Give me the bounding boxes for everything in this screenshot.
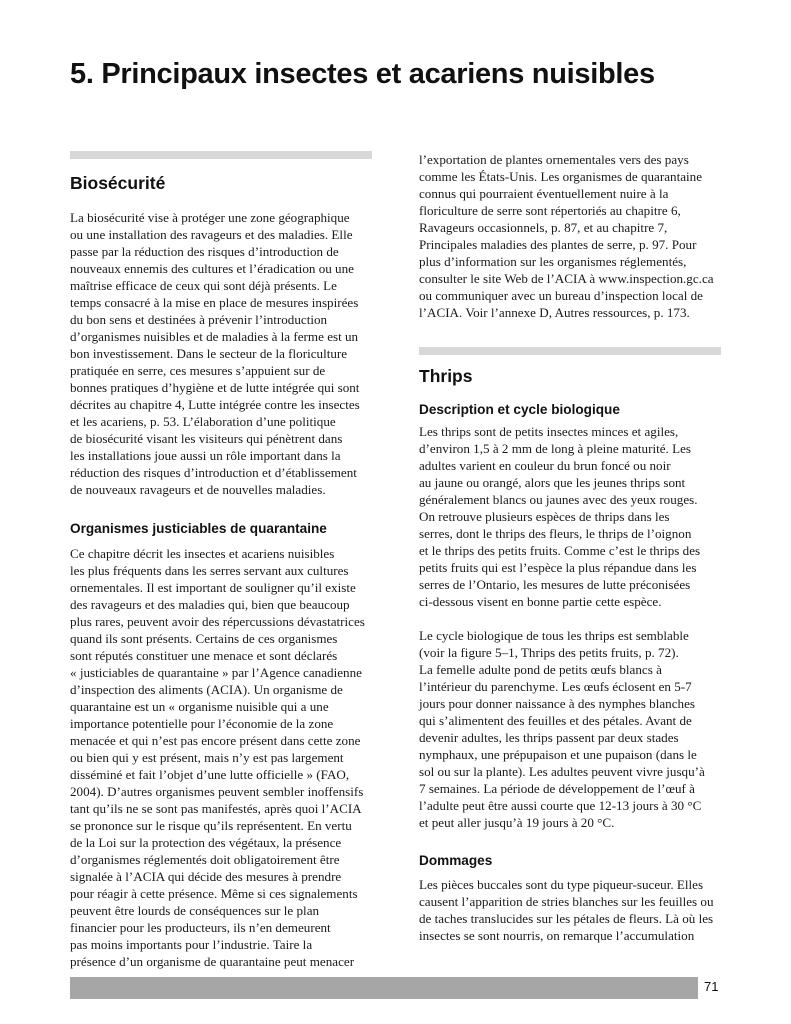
- text-line: se prononce sur le risque qu’ils représentent. En vertu: [70, 818, 352, 833]
- text-line: du bon sens et destinées à prévenir l’introduction: [70, 312, 328, 327]
- text-line: et les acariens, p. 53. L’élaboration d’une politique: [70, 414, 336, 429]
- text-line: décrites au chapitre 4, Lutte intégrée contre les insectes: [70, 397, 360, 412]
- life-cycle-paragraph: [419, 627, 721, 831]
- text-line: et le thrips des petits fruits. Comme c’est le thrips des: [419, 543, 701, 558]
- text-line: d’environ 1,5 à 2 mm de long à pleine maturité. Les: [419, 441, 691, 456]
- text-line: présence d’un organisme de quarantaine peut menacer: [70, 954, 355, 969]
- text-line: La biosécurité vise à protéger une zone géographique: [70, 210, 350, 225]
- text-line: d’organismes nuisibles et de maladies à la ferme est un: [70, 329, 359, 344]
- text-line: jours pour donner naissance à des nymphes blanches: [419, 696, 695, 711]
- text-line: et peut aller jusqu’à 19 jours à 20 °C.: [419, 815, 615, 830]
- text-line: causent l’apparition de stries blanches sur les feuilles ou: [419, 894, 714, 909]
- text-line: maîtrise efficace de ceux qui sont déjà présents. Le: [70, 278, 337, 293]
- text-line: ornementales. Il est important de souligner qu’il existe: [70, 580, 356, 595]
- text-line: floriculture de serre sont répertoriés au chapitre 6,: [419, 203, 681, 218]
- footer-bar: [70, 977, 698, 999]
- text-line: disséminé et fait l’objet d’une lutte officielle » (FAO,: [70, 767, 350, 782]
- damage-paragraph: [419, 876, 721, 944]
- text-line: ou bien qui y est présent, mais n’y est pas largement: [70, 750, 344, 765]
- text-line: serres, dont le thrips des fleurs, le thrips de l’oignon: [419, 526, 692, 541]
- quarantine-paragraph: [70, 545, 372, 970]
- text-line: adultes varient en couleur du brun foncé ou noir: [419, 458, 671, 473]
- text-line: sont réputés constituer une menace et sont déclarés: [70, 648, 338, 663]
- text-line: « justiciables de quarantaine » par l’Agence canadienne: [70, 665, 362, 680]
- text-line: consulter le site Web de l’ACIA à www.inspection.gc.ca: [419, 271, 714, 286]
- section-heading-thrips: Thrips: [419, 366, 473, 386]
- text-line: de biosécurité visant les visiteurs qui pénètrent dans: [70, 431, 343, 446]
- text-line: Le cycle biologique de tous les thrips est semblable: [419, 628, 689, 643]
- subheading-damage: Dommages: [419, 853, 493, 868]
- text-line: nymphaux, une prépupaison et une pupaison (dans le: [419, 747, 697, 762]
- text-line: bon investissement. Dans le secteur de la floriculture: [70, 346, 348, 361]
- text-line: importance potentielle pour l’économie de la zone: [70, 716, 334, 731]
- text-line: plus d’information sur les organismes réglementés,: [419, 254, 687, 269]
- text-line: 7 semaines. La période de développement de l’œuf à: [419, 781, 695, 796]
- subheading-quarantine: Organismes justiciables de quarantaine: [70, 521, 327, 536]
- text-line: d’inspection des aliments (ACIA). Un organisme de: [70, 682, 343, 697]
- text-line: ou communiquer avec un bureau d’inspection local de: [419, 288, 703, 303]
- page-title: 5. Principaux insectes et acariens nuisibles: [70, 58, 655, 90]
- text-line: temps consacré à la mise en place de mesures inspirées: [70, 295, 359, 310]
- text-line: d’organismes réglementés doit obligatoirement être: [70, 852, 340, 867]
- text-line: nouveaux ennemis des cultures et l’éradication ou une: [70, 261, 354, 276]
- section-rule: [419, 347, 721, 355]
- text-line: La femelle adulte pond de petits œufs blancs à: [419, 662, 662, 677]
- text-line: de taches translucides sur les pétales de fleurs. Là où les: [419, 911, 714, 926]
- text-line: des ravageurs et des maladies qui, bien que beaucoup: [70, 597, 350, 612]
- right-column: [419, 151, 721, 944]
- text-line: de la Loi sur la protection des végétaux, la présence: [70, 835, 342, 850]
- text-line: sol ou sur la plante). Les adultes peuvent vivre jusqu’à: [419, 764, 705, 779]
- text-line: menacée et qui n’est pas encore présent dans cette zone: [70, 733, 361, 748]
- text-line: pour réagir à cette présence. Même si ces signalements: [70, 886, 358, 901]
- text-line: au jaune ou orangé, alors que les jeunes thrips sont: [419, 475, 686, 490]
- text-line: devenir adultes, les thrips passent par deux stades: [419, 730, 679, 745]
- section-rule: [70, 151, 372, 159]
- text-line: Les pièces buccales sont du type piqueur-suceur. Elles: [419, 877, 704, 892]
- text-line: Ce chapitre décrit les insectes et acariens nuisibles: [70, 546, 335, 561]
- text-line: petits fruits qui est l’espèce la plus répandue dans les: [419, 560, 697, 575]
- text-line: l’ACIA. Voir l’annexe D, Autres ressources, p. 173.: [419, 305, 690, 320]
- text-line: les installations joue aussi un rôle important dans la: [70, 448, 341, 463]
- text-line: généralement blancs ou jaunes avec des yeux rouges.: [419, 492, 698, 507]
- text-line: Principales maladies des plantes de serre, p. 97. Pour: [419, 237, 697, 252]
- text-line: 2004). D’autres organismes peuvent sembler inoffensifs: [70, 784, 364, 799]
- text-line: l’exportation de plantes ornementales vers des pays: [419, 152, 689, 167]
- text-line: ci-dessous visent en bonne partie cette espèce.: [419, 594, 662, 609]
- text-line: (voir la figure 5–1, Thrips des petits fruits, p. 72).: [419, 645, 679, 660]
- text-line: insectes se sont nourris, on remarque l’accumulation: [419, 928, 695, 943]
- subheading-description: Description et cycle biologique: [419, 402, 620, 417]
- text-line: de nouveaux ravageurs et de nouvelles maladies.: [70, 482, 326, 497]
- text-line: peuvent être lourds de conséquences sur le plan: [70, 903, 320, 918]
- text-line: Les thrips sont de petits insectes minces et agiles,: [419, 424, 679, 439]
- text-line: Ravageurs occasionnels, p. 87, et au chapitre 7,: [419, 220, 668, 235]
- text-line: qui s’alimentent des feuilles et des pétales. Avant de: [419, 713, 692, 728]
- text-line: l’adulte peut être aussi courte que 12-13 jours à 30 °C: [419, 798, 702, 813]
- text-line: financier pour les producteurs, ils n’en demeurent: [70, 920, 331, 935]
- text-line: pratiquée en serre, ces mesures s’appuient sur de: [70, 363, 326, 378]
- text-line: quand ils sont présents. Certains de ces organismes: [70, 631, 338, 646]
- quarantine-continuation-paragraph: [419, 151, 721, 321]
- biosecurity-paragraph: [70, 209, 372, 498]
- text-line: pas moins importants pour l’industrie. Taire la: [70, 937, 313, 952]
- text-line: les plus fréquents dans les serres servant aux cultures: [70, 563, 349, 578]
- text-line: connus qui pourraient éventuellement nuire à la: [419, 186, 669, 201]
- description-paragraph: [419, 423, 721, 610]
- text-line: quarantaine est un « organisme nuisible qui a une: [70, 699, 329, 714]
- section-heading-biosecurite: Biosécurité: [70, 173, 166, 193]
- text-line: ou une installation des ravageurs et des maladies. Elle: [70, 227, 353, 242]
- text-line: tant qu’ils ne se sont pas manifestés, après quoi l’ACIA: [70, 801, 362, 816]
- text-line: signalée à l’ACIA qui décide des mesures à prendre: [70, 869, 342, 884]
- text-line: serres de l’Ontario, les mesures de lutte préconisées: [419, 577, 691, 592]
- text-line: réduction des risques d’introduction et d’établissement: [70, 465, 357, 480]
- text-line: comme les États-Unis. Les organismes de quarantaine: [419, 169, 703, 184]
- left-column: [70, 151, 372, 970]
- text-line: passe par la réduction des risques d’introduction de: [70, 244, 339, 259]
- text-line: On retrouve plusieurs espèces de thrips dans les: [419, 509, 670, 524]
- text-line: l’intérieur du parenchyme. Les œufs éclosent en 5-7: [419, 679, 692, 694]
- page-number: 71: [704, 979, 719, 994]
- text-line: bonnes pratiques d’hygiène et de lutte intégrée qui sont: [70, 380, 360, 395]
- text-line: plus rares, peuvent avoir des répercussions dévastatrices: [70, 614, 365, 629]
